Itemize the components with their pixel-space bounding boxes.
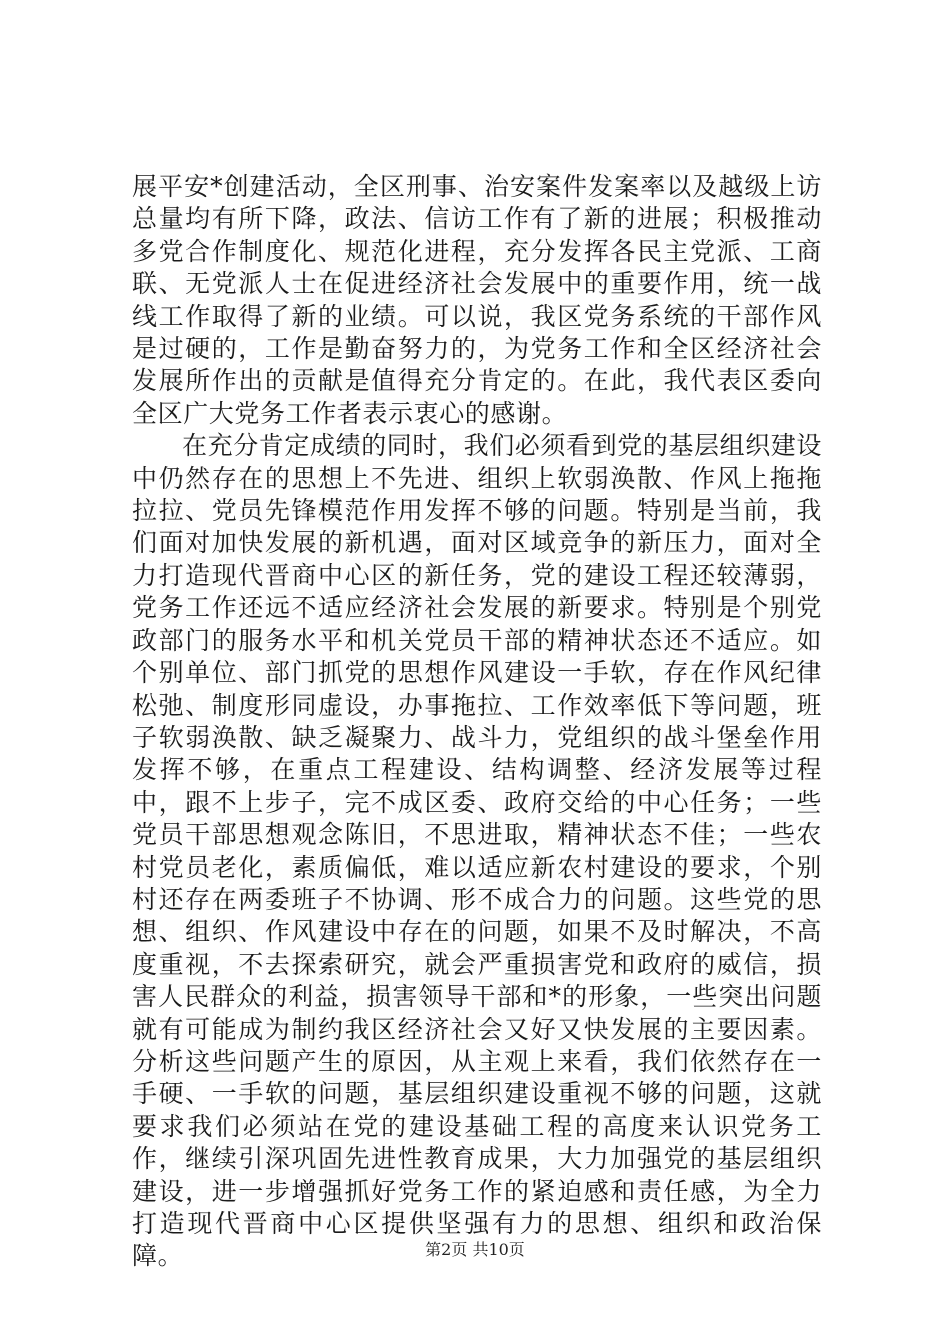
document-body	[132, 171, 822, 1273]
paragraph-2: 在充分肯定成绩的同时，我们必须看到党的基层组织建设中仍然存在的思想上不先进、组织上软弱涣散、作风上拖拖拉拉、党员先锋模范作用发挥不够的问题。特别是当前，我们面对加快发展的新机遇，面对区域竞争的新压力，面对全力打造现代晋商中心区的新任务，党的建设工程还较薄弱，党务工作还远不适应经济社会发展的新要求。特别是个别党政部门的服务水平和机关党员干部的精神状态还不适应。如个别单位、部门抓党的思想作风建设一手软，存在作风纪律松弛、制度形同虚设，办事拖拉、工作效率低下等问题，班子软弱涣散、缺乏凝聚力、战斗力，党组织的战斗堡垒作用发挥不够，在重点工程建设、结构调整、经济发展等过程中，跟不上步子，完不成区委、政府交给的中心任务；一些党员干部思想观念陈旧，不思进取，精神状态不佳；一些农村党员老化，素质偏低，难以适应新农村建设的要求，个别村还存在两委班子不协调、形不成合力的问题。这些党的思想、组织、作风建设中存在的问题，如果不及时解决，不高度重视，不去探索研究，就会严重损害党和政府的威信，损害人民群众的利益，损害领导干部和*的形象，一些突出问题就有可能成为制约我区经济社会又好又快发展的主要因素。分析这些问题产生的原因，从主观上来看，我们依然存在一手硬、一手软的问题，基层组织建设重视不够的问题，这就要求我们必须站在党的建设基础工程的高度来认识党务工作，继续引深巩固先进性教育成果，大力加强党的基层组织建设，进一步增强抓好党务工作的紧迫感和责任感，为全力打造现代晋商中心区提供坚强有力的思想、组织和政治保障。	[132, 431, 823, 1271]
paragraph-1: 展平安*创建活动，全区刑事、治安案件发案率以及越级上访总量均有所下降，政法、信访工作有了新的进展；积极推动多党合作制度化、规范化进程，充分发挥各民主党派、工商联、无党派人士在促进经济社会发展中的重要作用，统一战线工作取得了新的业绩。可以说，我区党务系统的干部作风是过硬的，工作是勤奋努力的，为党务工作和全区经济社会发展所作出的贡献是值得充分肯定的。在此，我代表区委向全区广大党务工作者表示衷心的感谢。	[132, 172, 822, 428]
page-footer	[0, 1240, 950, 1260]
page-number-indicator: 第2页 共10页	[425, 1240, 525, 1259]
